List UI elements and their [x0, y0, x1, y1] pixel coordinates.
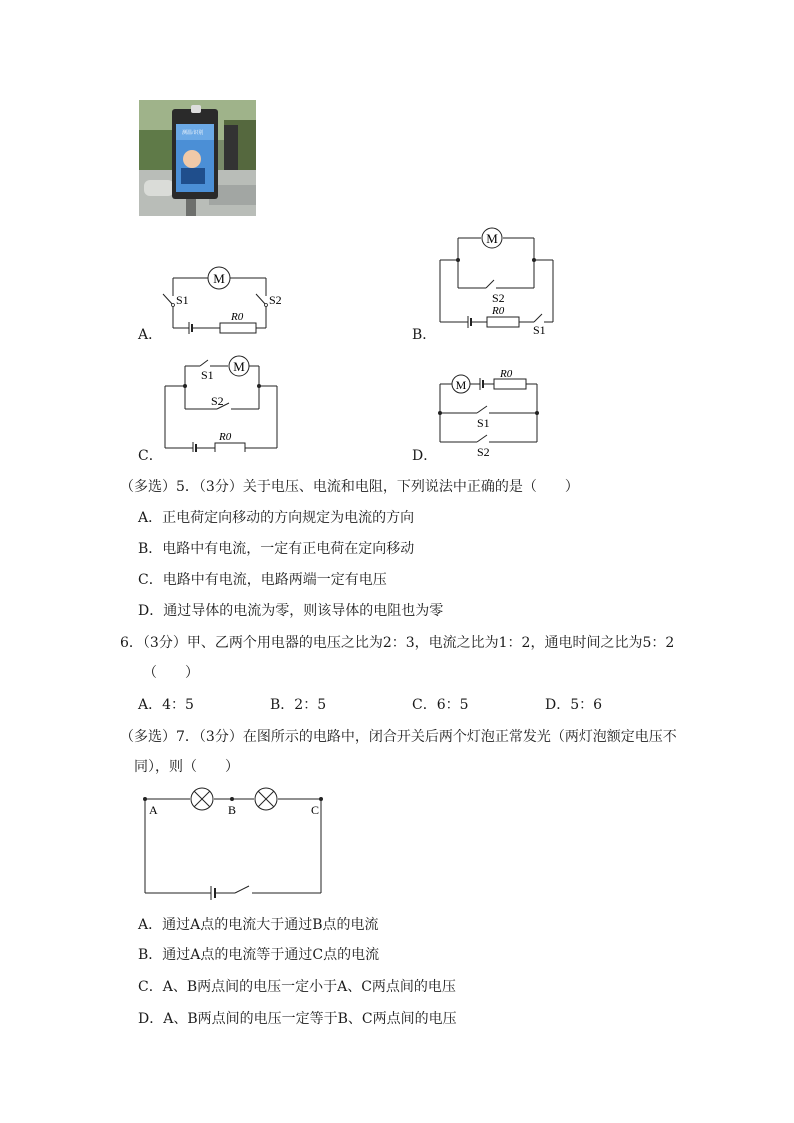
option-letter: B． [412, 327, 437, 343]
switch-label: S1 [533, 323, 546, 337]
point-label-c: C [311, 803, 320, 817]
circuit-option-c [155, 352, 285, 452]
motor-label: M [213, 271, 225, 286]
switch-label: S2 [269, 293, 282, 307]
answer-option: C．A、B两点间的电压一定小于A、C两点间的电压 [138, 979, 456, 995]
answer-option: A．4：5 [138, 697, 194, 713]
switch-label: S1 [201, 368, 214, 382]
switch-label: S2 [477, 445, 490, 459]
resistor-label: R0 [492, 305, 505, 317]
switch-label: S1 [176, 293, 189, 307]
answer-option: C．6：5 [412, 697, 469, 713]
answer-option: A．通过A点的电流大于通过B点的电流 [138, 917, 379, 933]
answer-option: B．2：5 [270, 697, 327, 713]
resistor-label: R0 [500, 368, 513, 380]
question-7-stem: （多选）7．（3分）在图所示的电路中，闭合开关后两个灯泡正常发光（两灯泡额定电压不 [120, 729, 677, 745]
lamp-icon [191, 788, 213, 810]
lamp-icon [255, 788, 277, 810]
answer-option: A．正电荷定向移动的方向规定为电流的方向 [138, 510, 415, 526]
answer-option: C．电路中有电流，电路两端一定有电压 [138, 572, 387, 588]
answer-option: B．通过A点的电流等于通过C点的电流 [138, 947, 380, 963]
motor-label: M [455, 378, 467, 392]
point-label-a: A [149, 803, 158, 817]
option-letter: D． [412, 448, 438, 464]
motor-label: M [486, 231, 498, 246]
answer-option: D．通过导体的电流为零，则该导体的电阻也为零 [138, 603, 444, 619]
option-letter: A． [138, 327, 163, 343]
resistor-label: R0 [219, 431, 232, 443]
switch-label: S2 [492, 291, 505, 305]
device-photo [139, 100, 256, 216]
answer-option: B．电路中有电流，一定有正电荷在定向移动 [138, 541, 415, 557]
circuit-option-b [430, 222, 565, 337]
answer-option: D．5：6 [545, 697, 603, 713]
motor-label: M [233, 359, 245, 374]
circuit-option-d [430, 368, 550, 463]
question-5-stem: （多选）5．（3分）关于电压、电流和电阻，下列说法中正确的是（ ） [120, 479, 579, 495]
resistor-label: R0 [231, 311, 244, 323]
switch-label: S2 [211, 394, 224, 408]
point-label-b: B [228, 803, 237, 817]
option-letter: C． [138, 448, 163, 464]
question-6-stem: 6．（3分）甲、乙两个用电器的电压之比为2：3，电流之比为1：2，通电时间之比为5：2 [120, 635, 675, 651]
switch-label: S1 [477, 416, 490, 430]
circuit-q7 [138, 785, 333, 900]
question-6-paren: （ ） [143, 665, 199, 681]
photo-screen-text: 测温/识别 [182, 131, 204, 136]
answer-option: D．A、B两点间的电压一定等于B、C两点间的电压 [138, 1011, 457, 1027]
question-7-stem-cont: 同），则（ ） [134, 759, 239, 775]
